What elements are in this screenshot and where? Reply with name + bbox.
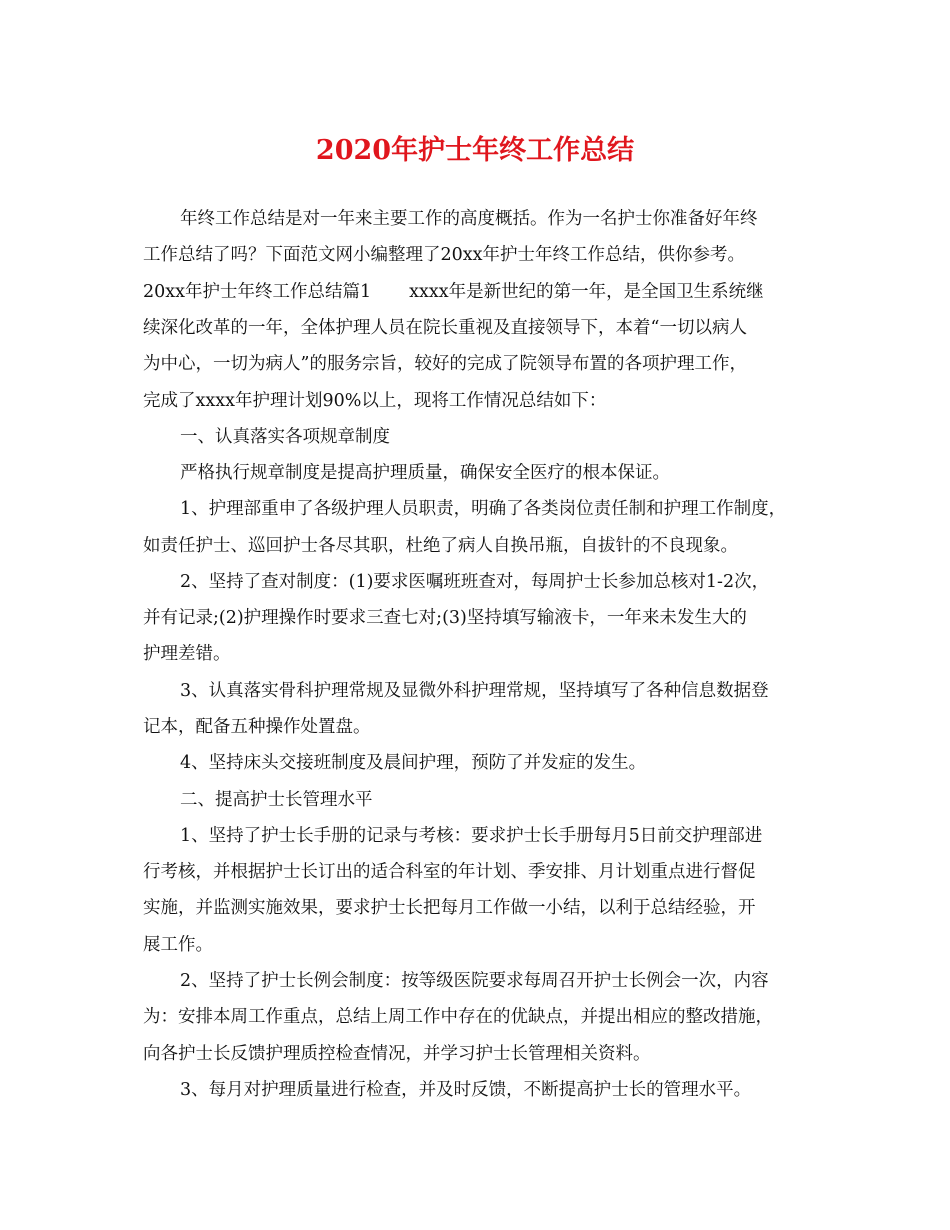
document-title: 2020年护士年终工作总结 (315, 135, 635, 166)
section-heading: 一、认真落实各项规章制度 (180, 427, 390, 447)
paragraph-line: 2、坚持了查对制度：(1)要求医嘱班班查对，每周护士长参加总核对1-2次， (180, 572, 770, 592)
paragraph-line: 并有记录;(2)护理操作时要求三查七对;(3)坚持填写输液卡，一年来未发生大的 (143, 608, 747, 628)
paragraph-line: 护理差错。 (143, 644, 231, 664)
paragraph-line: 为中心，一切为病人”的服务宗旨，较好的完成了院领导布置的各项护理工作， (143, 354, 747, 374)
paragraph-line: 工作总结了吗？下面范文网小编整理了20xx年护士年终工作总结，供你参考。 (143, 245, 746, 265)
paragraph-line: 向各护士长反馈护理质控检查情况，并学习护士长管理相关资料。 (143, 1044, 651, 1064)
paragraph-line: 记本，配备五种操作处置盘。 (143, 717, 371, 737)
paragraph-line: 完成了xxxx年护理计划90%以上，现将工作情况总结如下： (143, 391, 607, 411)
paragraph-line: 续深化改革的一年，全体护理人员在院长重视及直接领导下，本着“一切以病人 (143, 318, 747, 338)
paragraph-text: xxxx年是新世纪的第一年，是全国卫生系统继 (409, 282, 764, 302)
paragraph-line: 行考核，并根据护士长订出的适合科室的年计划、季安排、月计划重点进行督促 (143, 862, 756, 882)
paragraph-line: 实施，并监测实施效果，要求护士长把每月工作做一小结，以利于总结经验，开 (143, 898, 756, 918)
paragraph-line: 严格执行规章制度是提高护理质量，确保安全医疗的根本保证。 (180, 463, 670, 483)
section-heading: 二、提高护士长管理水平 (180, 790, 373, 810)
paragraph-line: 3、认真落实骨科护理常规及显微外科护理常规，坚持填写了各种信息数据登 (180, 681, 769, 701)
paragraph-line: 4、坚持床头交接班制度及晨间护理，预防了并发症的发生。 (180, 753, 647, 773)
paragraph-line: 1、护理部重申了各级护理人员职责，明确了各类岗位责任制和护理工作制度， (180, 499, 787, 519)
article-heading: 20xx年护士年终工作总结篇1 (143, 282, 372, 302)
paragraph-line: 3、每月对护理质量进行检查，并及时反馈，不断提高护士长的管理水平。 (180, 1080, 752, 1100)
paragraph-line: 1、坚持了护士长手册的记录与考核：要求护士长手册每月5日前交护理部进 (180, 826, 763, 846)
paragraph-line: 为：安排本周工作重点，总结上周工作中存在的优缺点，并提出相应的整改措施， (143, 1007, 773, 1027)
paragraph-line: 如责任护士、巡回护士各尽其职，杜绝了病人自换吊瓶，自拔针的不良现象。 (143, 536, 738, 556)
paragraph-line (143, 278, 764, 306)
paragraph-line: 展工作。 (143, 935, 213, 955)
paragraph-line: 2、坚持了护士长例会制度：按等级医院要求每周召开护士长例会一次，内容 (180, 971, 769, 991)
paragraph-line: 年终工作总结是对一年来主要工作的高度概括。作为一名护士你准备好年终 (180, 209, 758, 229)
